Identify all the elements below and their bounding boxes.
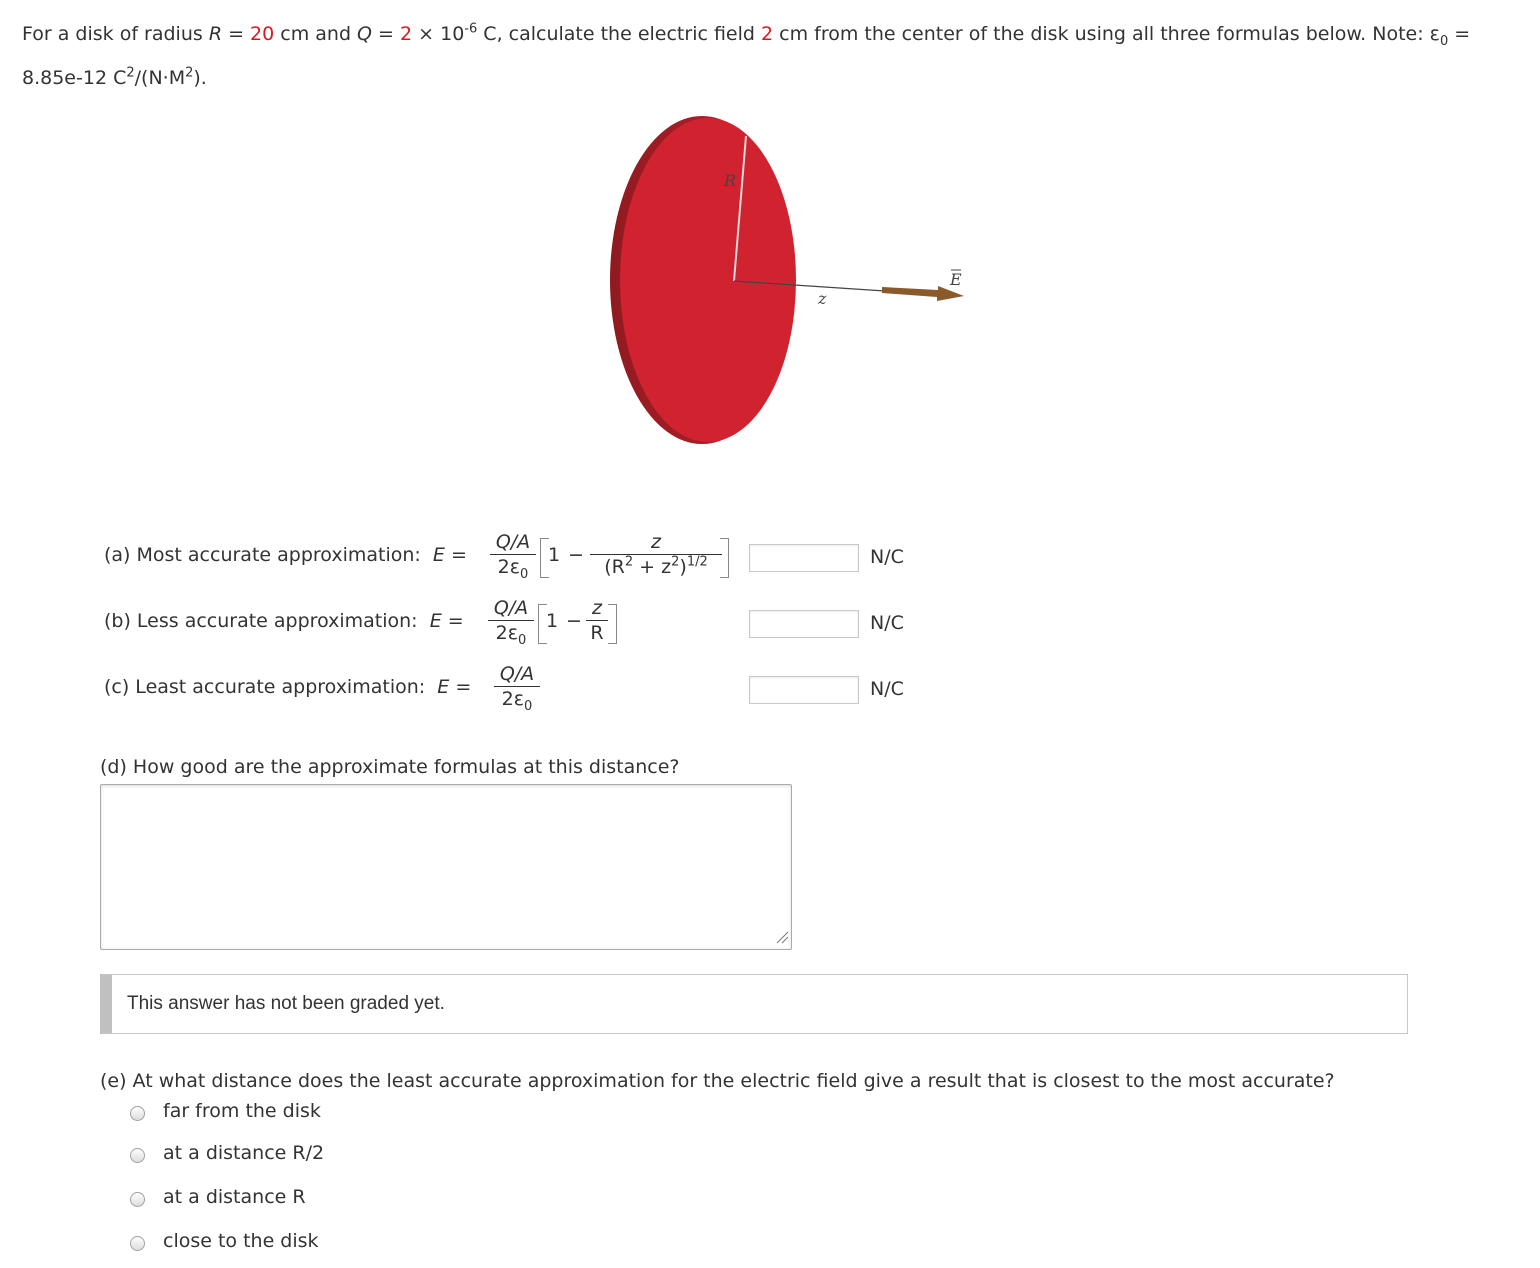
den-sup: 2 [671, 554, 680, 570]
radius-value: 20 [250, 23, 275, 45]
epsilon-value: 8.85e-12 C [22, 67, 127, 89]
part-c-unit: N/C [870, 678, 904, 700]
part-a-z-fraction [590, 530, 722, 579]
question-part: = [1448, 23, 1471, 45]
part-b-E: E [429, 610, 442, 632]
option-label: far from the disk [163, 1100, 321, 1122]
part-a-unit: N/C [870, 546, 904, 568]
question-part: C, calculate the electric field [477, 23, 761, 45]
z-label: z [818, 289, 827, 308]
two-eps: 2ε [497, 556, 521, 578]
part-a-answer-input[interactable] [749, 544, 859, 572]
qa-numerator: Q/A [493, 597, 529, 619]
charge-value: 2 [400, 23, 413, 45]
eps-sub: 0 [524, 698, 533, 714]
part-b-unit: N/C [870, 612, 904, 634]
part-c-E: E [437, 676, 450, 698]
part-c-answer-input[interactable] [749, 676, 859, 704]
one: 1 [546, 610, 559, 632]
charge-exponent: -6 [464, 21, 478, 37]
minus-sign: − [566, 610, 582, 632]
radius-label: R [724, 171, 737, 190]
R-denominator: R [590, 622, 604, 644]
den-part: ) [679, 556, 687, 578]
z-numerator: z [592, 597, 602, 619]
eps-sub: 0 [518, 632, 527, 648]
question-text [22, 12, 1527, 100]
part-a-text: (a) Most accurate approximation: [104, 544, 421, 566]
option-label: at a distance R [163, 1186, 306, 1208]
one: 1 [548, 544, 561, 566]
equals: = [372, 23, 401, 45]
superscript: 2 [126, 65, 135, 81]
qa-numerator: Q/A [495, 531, 531, 553]
unit-part: ). [193, 67, 207, 89]
part-b-answer-input[interactable] [749, 610, 859, 638]
radio-button[interactable] [130, 1148, 145, 1163]
disk-face [620, 118, 796, 442]
eps-sub: 0 [520, 566, 529, 582]
epsilon-subscript: 0 [1439, 33, 1449, 49]
grading-status-box [100, 974, 1408, 1034]
radio-button[interactable] [130, 1192, 145, 1207]
two-eps-denominator [494, 687, 540, 714]
radio-button[interactable] [130, 1106, 145, 1121]
part-c-prefactor [494, 662, 540, 714]
unit-part: /(N·M [134, 67, 186, 89]
part-b-text: (b) Less accurate approximation: [104, 610, 418, 632]
question-part: For a disk of radius [22, 23, 209, 45]
question-part: cm from the center of the disk using all three formulas below. Note: ε [773, 23, 1440, 45]
den-sup: 1/2 [686, 554, 708, 570]
two-eps-denominator [488, 621, 534, 648]
part-b-z-over-R [586, 596, 608, 645]
disk-diagram [560, 100, 1000, 470]
part-a-eq: = [444, 544, 467, 566]
part-b-eq: = [441, 610, 464, 632]
part-a-E: E [432, 544, 445, 566]
qa-numerator: Q/A [499, 663, 535, 685]
charge-symbol: Q [357, 23, 373, 45]
z-numerator: z [651, 531, 661, 553]
radius-symbol: R [208, 23, 223, 45]
right-bracket [608, 604, 617, 644]
part-b-prefactor [488, 596, 534, 648]
two-eps: 2ε [495, 622, 519, 644]
root-denominator [590, 555, 722, 579]
part-b-label [104, 610, 464, 632]
option-label: close to the disk [163, 1230, 319, 1252]
radio-button[interactable] [130, 1236, 145, 1251]
minus-sign: − [568, 544, 584, 566]
part-d-answer-textarea[interactable] [100, 784, 792, 950]
part-e-question: (e) At what distance does the least accurate approximation for the electric field give a result that is closest to the most accurate? [100, 1070, 1335, 1092]
distance-value: 2 [761, 23, 774, 45]
part-c-eq: = [449, 676, 472, 698]
part-a-label [104, 544, 467, 566]
superscript: 2 [185, 65, 194, 81]
grading-status-text: This answer has not been graded yet. [127, 993, 445, 1014]
part-c-label [104, 676, 471, 698]
den-part: + z [633, 556, 672, 578]
charge-times: × 10 [412, 23, 465, 45]
e-field-label: E [950, 270, 962, 289]
part-d-question: (d) How good are the approximate formulas at this distance? [100, 756, 680, 778]
two-eps: 2ε [501, 688, 525, 710]
equals: = [222, 23, 251, 45]
question-part: cm and [274, 23, 358, 45]
den-sup: 2 [624, 554, 634, 570]
option-label: at a distance R/2 [163, 1142, 325, 1164]
part-c-text: (c) Least accurate approximation: [104, 676, 426, 698]
right-bracket [720, 538, 729, 578]
resize-grip-icon[interactable] [775, 930, 789, 944]
den-part: (R [604, 556, 625, 578]
part-a-prefactor [490, 530, 536, 582]
two-eps-denominator [490, 555, 536, 582]
